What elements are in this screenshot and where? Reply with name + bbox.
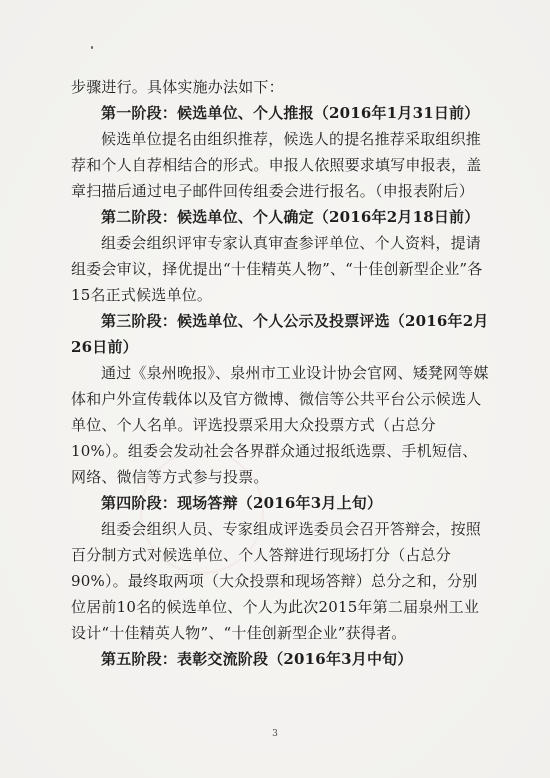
- stage-2-heading: 第二阶段：候选单位、个人确定（2016年2月18日前）: [101, 208, 480, 226]
- stage-2-body: 组委会组织评审专家认真审查参评单位、个人资料，提请组委会审议，择优提出“十佳精英人物”、“十佳创新型企业”各15名正式候选单位。: [71, 234, 483, 304]
- document-body: [71, 74, 491, 672]
- page-number: 3: [272, 729, 278, 739]
- stage-1-body: 候选单位提名由组织推荐，候选人的提名推荐采取组织推荐和个人自荐相结合的形式。申报人依照要求填写申报表，盖章扫描后通过电子邮件回传组委会进行报名。（申报表附后）: [71, 130, 482, 200]
- stage-5-heading: 第五阶段：表彰交流阶段（2016年3月中旬）: [101, 650, 413, 668]
- stage-1-heading: 第一阶段：候选单位、个人推报（2016年1月31日前）: [101, 104, 480, 122]
- stage-4-heading: 第四阶段：现场答辩（2016年3月上旬）: [101, 494, 383, 512]
- intro-line: 步骤进行。具体实施办法如下：: [71, 78, 284, 96]
- scan-speck: [91, 46, 93, 49]
- stage-3-heading: 第三阶段：候选单位、个人公示及投票评选（2016年2月26日前）: [71, 312, 489, 356]
- stage-4-body: 组委会组织人员、专家组成评选委员会召开答辩会，按照百分制方式对候选单位、个人答辩进行现场打分（占总分90%）。最终取两项（大众投票和现场答辩）总分之和，分别位居前10名的候选单位、个人为此次2015年第二届泉州工业设计“十佳精英人物”、“十佳创新型企业”获得者。: [71, 520, 482, 642]
- stage-3-body: 通过《泉州晚报》、泉州市工业设计协会官网、矮凳网等媒体和户外宣传载体以及官方微博、微信等公共平台公示候选人单位、个人名单。评选投票采用大众投票方式（占总分10%）。组委会发动社会各界群众通过报纸选票、手机短信、网络、微信等方式参与投票。: [71, 364, 489, 486]
